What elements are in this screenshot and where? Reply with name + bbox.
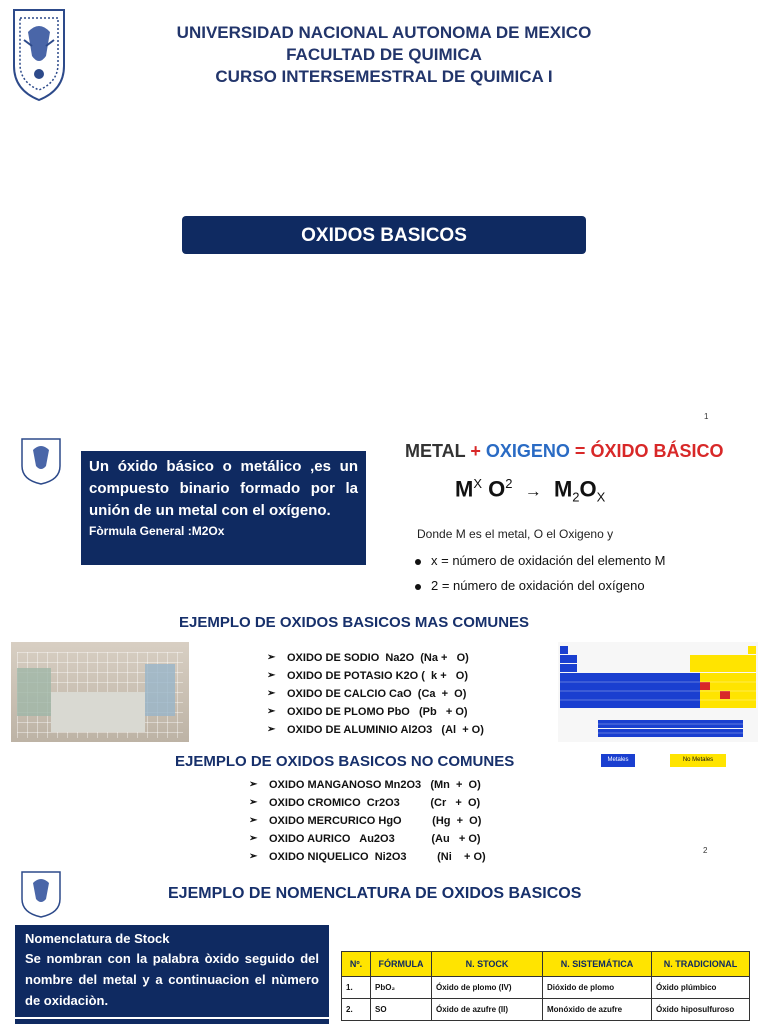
header-line-university: UNIVERSIDAD NACIONAL AUTONOMA DE MEXICO	[176, 23, 592, 42]
general-formula: Fòrmula General :M2Ox	[89, 524, 225, 538]
eq-oxigeno: OXIGENO	[485, 441, 570, 461]
list-item: ➢ OXIDO DE POTASIO K2O ( k + O)	[287, 667, 484, 685]
legend-metales: Metales	[601, 754, 635, 767]
col-header-formula: FÓRMULA	[371, 952, 432, 977]
stock-heading: Nomenclatura de Stock	[25, 931, 170, 946]
equation-title	[405, 441, 723, 462]
definition-box	[81, 451, 366, 565]
nomenclature-title: EJEMPLO DE NOMENCLATURA DE OXIDOS BASICOS	[168, 885, 582, 902]
bullet-x: x = número de oxidación del elemento M	[415, 553, 666, 568]
eq-result: ÓXIDO BÁSICO	[590, 441, 724, 461]
table-row: 2. SO Óxido de azufre (II) Monóxido de azufre Óxido hiposulfuroso	[342, 999, 750, 1021]
unam-seal-logo-small-2	[19, 869, 63, 919]
list-item: ➢ OXIDO AURICO Au2O3 (Au + O)	[269, 830, 486, 848]
list-item: ➢ OXIDO DE CALCIO CaO (Ca + O)	[287, 685, 484, 703]
definition-text: Un óxido básico o metálico ,es un compuesto binario formado por la unión de un metal con el oxígeno.	[89, 458, 358, 519]
eq-metal: METAL	[405, 441, 466, 461]
list-item: ➢ OXIDO MERCURICO HgO (Hg + O)	[269, 812, 486, 830]
col-header-stock: N. STOCK	[432, 952, 543, 977]
unam-seal-logo	[10, 6, 68, 104]
unam-seal-logo-small	[19, 436, 63, 486]
header-line-course: CURSO INTERSEMESTRAL DE QUIMICA I	[215, 67, 553, 86]
col-header-num: Nº.	[342, 952, 371, 977]
list-item: ➢ OXIDO DE ALUMINIO Al2O3 (Al + O)	[287, 721, 484, 739]
legend-no-metales: No Metales	[670, 754, 726, 767]
common-examples-title: EJEMPLO DE OXIDOS BASICOS MAS COMUNES	[179, 614, 530, 631]
common-oxides-list	[287, 649, 484, 739]
page-title: OXIDOS BASICOS	[182, 216, 586, 254]
page-number-2: 2	[703, 846, 708, 855]
list-item: ➢ OXIDO CROMICO Cr2O3 (Cr + O)	[269, 794, 486, 812]
eq-equals: =	[574, 441, 586, 461]
col-header-tradicional: N. TRADICIONAL	[652, 952, 750, 977]
bullet-2: 2 = número de oxidación del oxígeno	[415, 578, 645, 593]
eq-plus: +	[470, 441, 481, 461]
uncommon-oxides-list	[269, 776, 486, 866]
col-header-sistematica: N. SISTEMÁTICA	[543, 952, 652, 977]
list-item: ➢ OXIDO DE PLOMO PbO (Pb + O)	[287, 703, 484, 721]
list-item: ➢ OXIDO MANGANOSO Mn2O3 (Mn + O)	[269, 776, 486, 794]
nomenclature-table	[341, 951, 750, 1021]
stock-nomenclature-box	[15, 925, 329, 1017]
second-box-edge	[15, 1019, 329, 1024]
periodic-table-photo	[11, 642, 189, 742]
stock-text: Se nombran con la palabra òxido seguido del nombre del metal y a continuacion el nùmero de oxidaciòn.	[25, 951, 319, 1008]
donde-text: Donde M es el metal, O el Oxigeno y	[417, 527, 614, 541]
table-row: 1. PbO₂ Óxido de plomo (IV) Dióxido de plomo Óxido plúmbico	[342, 977, 750, 999]
university-header	[120, 22, 648, 88]
page-number-1: 1	[704, 412, 709, 421]
list-item: ➢ OXIDO NIQUELICO Ni2O3 (Ni + O)	[269, 848, 486, 866]
list-item: ➢ OXIDO DE SODIO Na2O (Na + O)	[287, 649, 484, 667]
uncommon-examples-title: EJEMPLO DE OXIDOS BASICOS NO COMUNES	[175, 753, 515, 770]
formula-display: $M^X$ $O^2 \to M_2O_X$	[455, 476, 606, 505]
header-line-faculty: FACULTAD DE QUIMICA	[286, 45, 482, 64]
periodic-table-colored	[558, 642, 758, 742]
